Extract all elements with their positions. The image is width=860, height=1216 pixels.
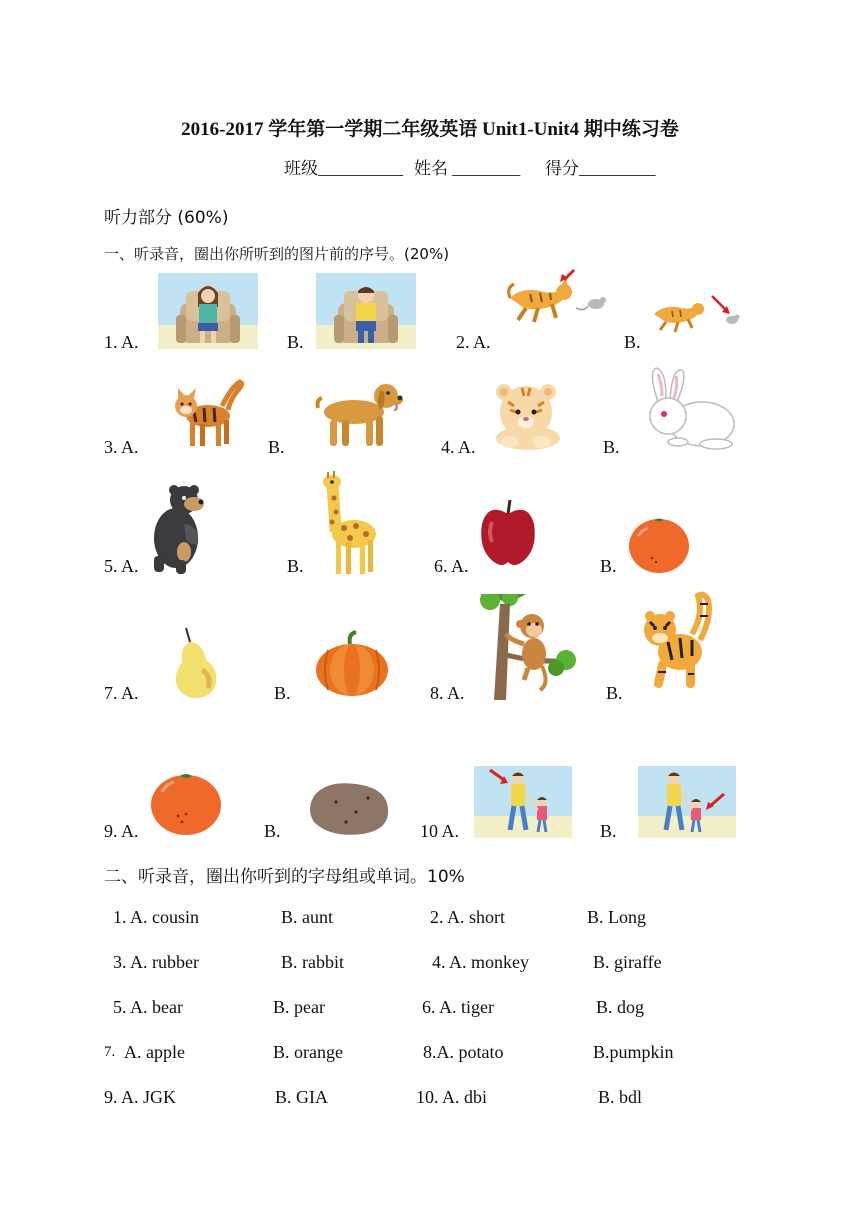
q6-b-label[interactable]: B.: [600, 556, 617, 576]
orange-icon: [150, 770, 222, 836]
father-daughter-arrow-daughter-icon: [638, 766, 736, 838]
cat-chasing-mouse-arrow-mouse-icon: [650, 292, 744, 334]
q2-a-label[interactable]: 2. A.: [456, 332, 491, 352]
q6-option-a[interactable]: 6. A. tiger: [422, 997, 494, 1017]
q3-option-a[interactable]: 3. A. rubber: [113, 952, 199, 972]
q7-number: 7.: [104, 1044, 116, 1060]
q4-option-a[interactable]: 4. A. monkey: [432, 952, 529, 972]
q5-b-label[interactable]: B.: [287, 556, 304, 576]
q10-option-a[interactable]: 10. A. dbi: [416, 1087, 488, 1107]
q1-option-a[interactable]: 1. A. cousin: [113, 907, 200, 927]
q2-option-b[interactable]: B. Long: [587, 907, 647, 927]
q9-a-label[interactable]: 9. A.: [104, 821, 139, 841]
q4-b-label[interactable]: B.: [603, 437, 620, 457]
q5-option-a[interactable]: 5. A. bear: [113, 997, 183, 1017]
q3-a-label[interactable]: 3. A.: [104, 437, 139, 457]
pear-icon: [172, 626, 218, 700]
q8-b-label[interactable]: B.: [606, 683, 623, 703]
pumpkin-icon: [314, 630, 390, 698]
bear-icon: [146, 482, 210, 574]
q10-b-label[interactable]: B.: [600, 821, 617, 841]
class-field[interactable]: 班级__________: [284, 159, 403, 178]
name-field[interactable]: 姓名 ________: [414, 159, 521, 178]
q10-option-b[interactable]: B. bdl: [598, 1087, 643, 1107]
q9-option-a[interactable]: 9. A. JGK: [104, 1087, 177, 1107]
dog-icon: [314, 376, 404, 450]
q8-option-a[interactable]: 8.A. potato: [423, 1042, 504, 1062]
q7-b-label[interactable]: B.: [274, 683, 291, 703]
q2-option-a[interactable]: 2. A. short: [430, 907, 506, 927]
part2-instruction: 二、听录音，圈出你听到的字母组或单词。10%: [104, 867, 465, 887]
apple-icon: [476, 496, 540, 568]
q5-option-b[interactable]: B. pear: [273, 997, 325, 1017]
score-field[interactable]: 得分_________: [545, 159, 656, 178]
q1-a-label[interactable]: 1. A.: [104, 332, 139, 352]
q8-a-label[interactable]: 8. A.: [430, 683, 465, 703]
q7-a-label[interactable]: 7. A.: [104, 683, 139, 703]
q9-option-b[interactable]: B. GIA: [275, 1087, 328, 1107]
q5-a-label[interactable]: 5. A.: [104, 556, 139, 576]
woman-in-armchair-icon: [158, 273, 258, 349]
q6-option-b[interactable]: B. dog: [596, 997, 645, 1017]
q10-a-label[interactable]: 10 A.: [420, 821, 460, 841]
orange-icon: [628, 516, 690, 574]
q4-option-b[interactable]: B. giraffe: [593, 952, 662, 972]
listening-heading: 听力部分 (60%): [104, 208, 229, 228]
q3-option-b[interactable]: B. rabbit: [281, 952, 344, 972]
q7-option-a[interactable]: A. apple: [124, 1042, 185, 1062]
giraffe-icon: [318, 468, 380, 576]
tiger-icon: [638, 590, 718, 698]
cat-icon: [170, 376, 246, 450]
part1-instruction: 一、听录音，圈出你所听到的图片前的序号。(20%): [104, 245, 450, 263]
q3-b-label[interactable]: B.: [268, 437, 285, 457]
man-in-armchair-icon: [316, 273, 416, 349]
q9-b-label[interactable]: B.: [264, 821, 281, 841]
q1-b-label[interactable]: B.: [287, 332, 304, 352]
monkey-in-tree-icon: [480, 594, 580, 700]
q7-option-b[interactable]: B. orange: [273, 1042, 343, 1062]
page-title: 2016-2017 学年第一学期二年级英语 Unit1-Unit4 期中练习卷: [181, 119, 679, 140]
father-daughter-arrow-father-icon: [474, 766, 572, 838]
q2-b-label[interactable]: B.: [624, 332, 641, 352]
rabbit-icon: [644, 366, 738, 452]
q6-a-label[interactable]: 6. A.: [434, 556, 469, 576]
cat-chasing-mouse-arrow-cat-icon: [504, 268, 610, 328]
q1-option-b[interactable]: B. aunt: [281, 907, 333, 927]
tiger-cub-icon: [488, 380, 566, 452]
potato-icon: [306, 778, 390, 836]
q8-option-b[interactable]: B.pumpkin: [593, 1042, 674, 1062]
q4-a-label[interactable]: 4. A.: [441, 437, 476, 457]
